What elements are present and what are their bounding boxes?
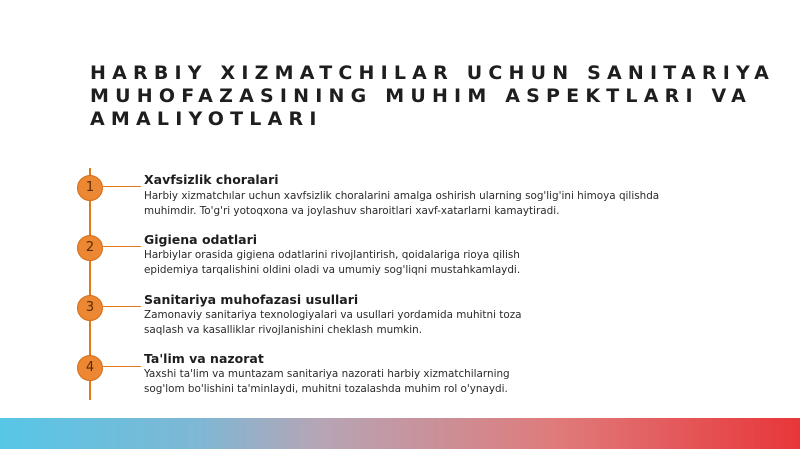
step-4-title: Ta'lim va nazorat [144,351,264,366]
footer-gradient-bar [0,418,800,449]
step-3-marker: 3 [77,295,103,321]
step-1-marker: 1 [77,175,103,201]
step-4-marker: 4 [77,355,103,381]
step-2-description-line: epidemiya tarqalishini oldini oladi va umumiy sog'liqni mustahkamlaydi. [144,264,521,276]
step-2-description-line: Harbiylar orasida gigiena odatlarini rivojlantirish, qoidalariga rioya qilish [144,249,520,261]
step-2-marker: 2 [77,235,103,261]
step-4-connector [103,366,141,367]
step-4-description [144,367,510,397]
step-4-description-line: sog'lom bo'lishini ta'minlaydi, muhitni tozalashda muhim rol o'ynaydi. [144,383,508,395]
step-1-connector [103,186,141,187]
step-2-title: Gigiena odatlari [144,232,258,247]
step-1-description-line: muhimdir. To'g'ri yotoqxona va joylashuv sharoitlari xavf-xatarlarni kamaytiradi. [144,205,560,217]
step-1-description [144,189,659,219]
step-4-description-line: Yaxshi ta'lim va muntazam sanitariya nazorati harbiy xizmatchilarning [144,368,510,380]
step-2-connector [103,246,141,247]
step-3-title: Sanitariya muhofazasi usullari [144,292,359,307]
step-3-connector [103,306,141,307]
step-1-description-line: Harbiy xizmatchılar uchun xavfsizlik choralarini amalga oshirish ularning sog'lig'ini himoya qilishda [144,190,660,202]
step-3-description-line: saqlash va kasalliklar rivojlanishini cheklash mumkin. [144,324,423,336]
step-3-description [144,308,522,338]
page-title: HARBIY XIZMATCHILAR UCHUN SANITARIYA MUHOFAZASINING MUHIM ASPEKTLARI VA AMALIYOTLARI [90,62,776,130]
step-3-description-line: Zamonaviy sanitariya texnologiyalari va usullari yordamida muhitni toza [144,309,522,321]
step-2-description [144,248,520,278]
step-1-title: Xavfsizlik choralari [144,172,279,187]
